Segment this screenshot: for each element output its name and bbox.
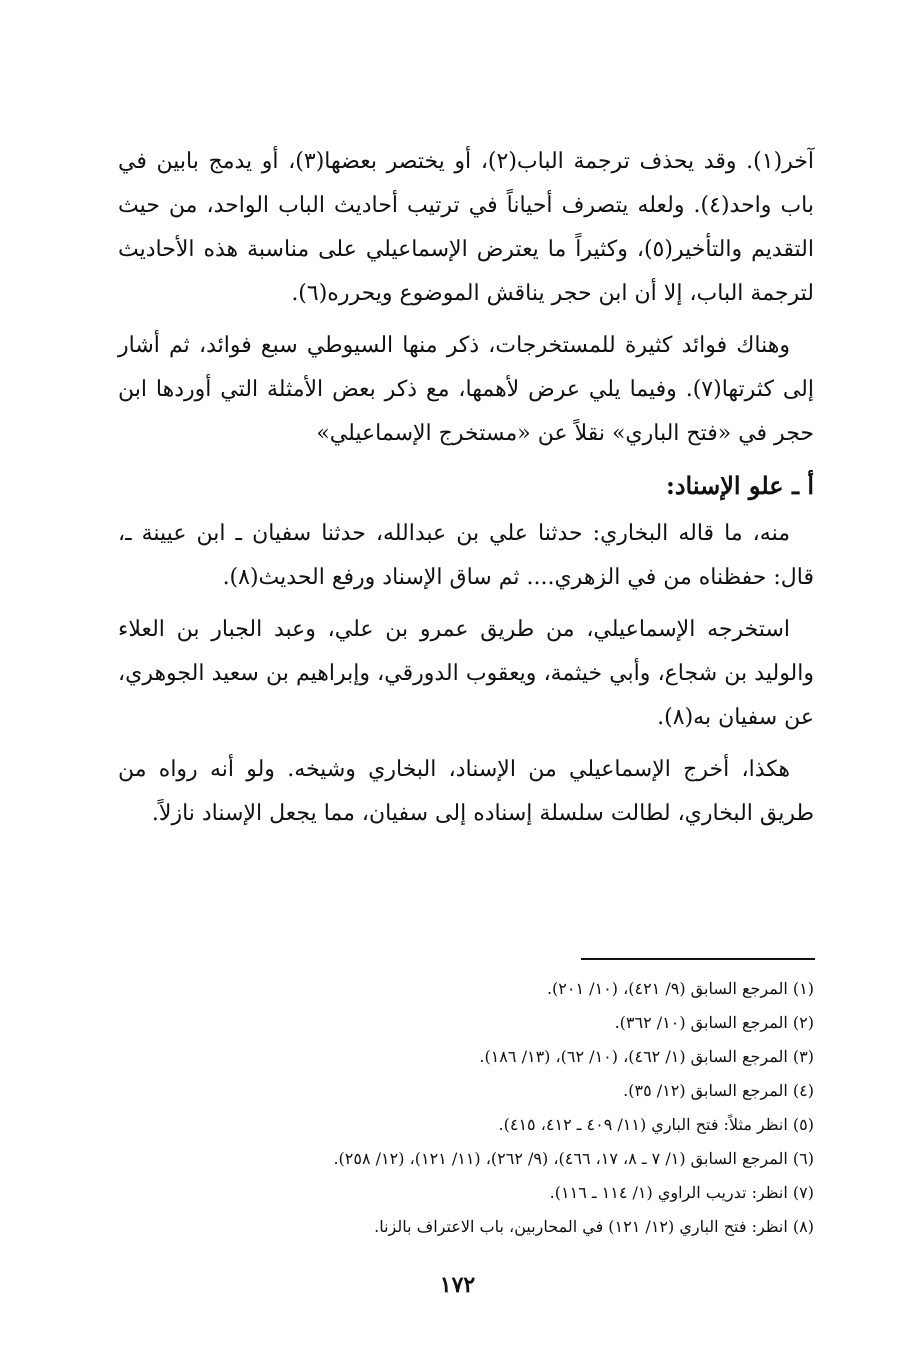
footnote-7: (٧) انظر: تدريب الراوي (١/ ١١٤ ـ ١١٦). <box>549 1183 814 1202</box>
footnote-divider <box>581 958 815 960</box>
footnote-2: (٢) المرجع السابق (١٠/ ٣٦٢). <box>614 1013 814 1032</box>
footnote-1: (١) المرجع السابق (٩/ ٤٢١)، (١٠/ ٢٠١). <box>546 979 814 998</box>
footnote-6: (٦) المرجع السابق (١/ ٧ ـ ٨، ١٧، ٤٦٦)، (٩/ ٢٦٢)، (١١/ ١٢١)، (١٢/ ٢٥٨). <box>333 1149 814 1168</box>
page-number: ١٧٢ <box>439 1272 476 1298</box>
footnote-3: (٣) المرجع السابق (١/ ٤٦٢)، (١٠/ ٦٢)، (١٣/ ١٨٦). <box>479 1047 814 1066</box>
footnote-4: (٤) المرجع السابق (١٢/ ٣٥). <box>623 1081 814 1100</box>
paragraph-2: وهناك فوائد كثيرة للمستخرجات، ذكر منها السيوطي سبع فوائد، ثم أشار إلى كثرتها(٧). وفيما يلي عرض لأهمها، مع ذكر بعض الأمثلة التي أوردها ابن حجر في «فتح الباري» نقلاً عن «مستخرج الإسماعيلي» <box>118 333 814 446</box>
paragraph-3: منه، ما قاله البخاري: حدثنا علي بن عبدالله، حدثنا سفيان ـ ابن عيينة ـ، قال: حفظناه من في الزهري.... ثم ساق الإسناد ورفع الحديث(٨). <box>118 521 814 590</box>
main-text <box>118 140 814 844</box>
paragraph-5: هكذا، أخرج الإسماعيلي من الإسناد، البخاري وشيخه. ولو أنه رواه من طريق البخاري، لطالت سلسلة إسناده إلى سفيان، مما يجعل الإسناد نازلاً. <box>118 757 814 826</box>
footnotes <box>118 972 814 1244</box>
paragraph-4: استخرجه الإسماعيلي، من طريق عمرو بن علي، وعبد الجبار بن العلاء والوليد بن شجاع، وأبي خيثمة، ويعقوب الدورقي، وإبراهيم بن سعيد الجوهري، عن سفيان به(٨). <box>118 617 814 730</box>
footnote-8: (٨) انظر: فتح الباري (١٢/ ١٢١) في المحاربين، باب الاعتراف بالزنا. <box>374 1217 814 1236</box>
section-heading: أ ـ علو الإسناد: <box>666 471 814 500</box>
footnote-5: (٥) انظر مثلاً: فتح الباري (١١/ ٤٠٩ ـ ٤١٢، ٤١٥). <box>498 1115 814 1134</box>
paragraph-1: آخر(١). وقد يحذف ترجمة الباب(٢)، أو يختصر بعضها(٣)، أو يدمج بابين في باب واحد(٤). ولعله يتصرف أحياناً في ترتيب أحاديث الباب الواحد، من حيث التقديم والتأخير(٥)، وكثيراً ما يعترض الإسماعيلي على مناسبة هذه الأحاديث لترجمة الباب، إلا أن ابن حجر يناقش الموضوع ويحرره(٦). <box>118 149 815 306</box>
